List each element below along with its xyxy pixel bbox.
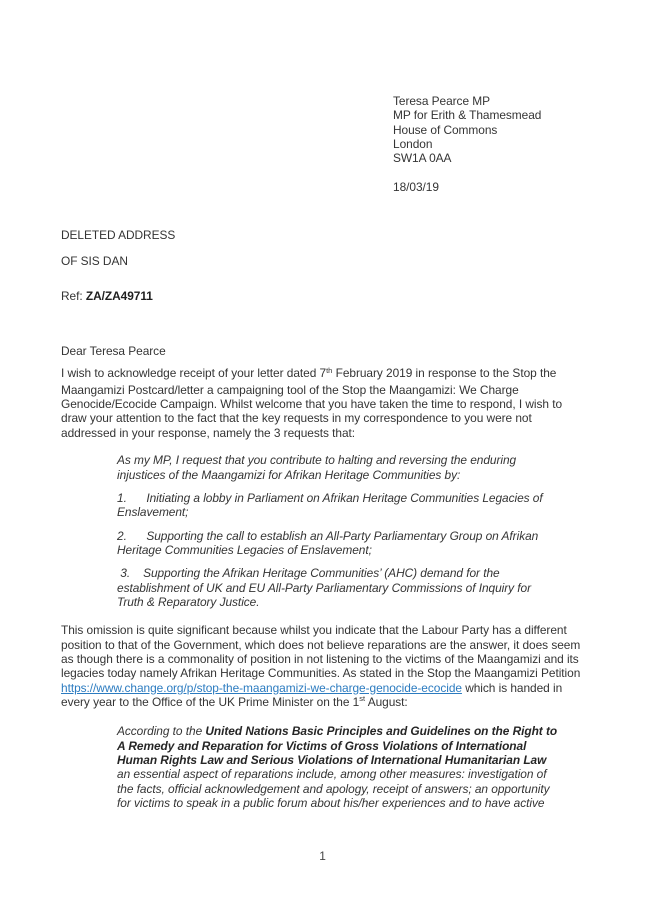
sender-role: MP for Erith & Thamesmead bbox=[393, 108, 542, 123]
sender-postcode: SW1A 0AA bbox=[393, 151, 452, 166]
page-number: 1 bbox=[319, 848, 326, 863]
sender-address-line: London bbox=[393, 137, 433, 152]
quote-request-item-3: 3. Supporting the Afrikan Heritage Communities’ (AHC) demand for the establishment of UK and EU All-Party Parliamentary Commissions of Inquiry for Truth & Reparatory Justice. bbox=[117, 566, 532, 609]
letter-date: 18/03/19 bbox=[393, 179, 439, 194]
ordinal-superscript-7th: th bbox=[326, 365, 333, 375]
paragraph-acknowledgement bbox=[61, 366, 588, 440]
sender-address-line: House of Commons bbox=[393, 122, 498, 137]
paragraph-omission-text-cont: which is handed in every year to the Office of the UK Prime Minister on the 1 bbox=[61, 680, 563, 709]
paragraph-acknowledgement-text-cont: February 2019 in response to the Stop the Maangamizi Postcard/letter a campaigning tool of the Stop the Maangamizi: We Charge Genocide/Ecocide Campaign. Whilst welcome that you have taken the time to respond, I wish to draw your attention to the fact that the key requests in my correspondence to you were not addressed in your response, namely the 3 requests that: bbox=[61, 366, 563, 440]
quote-request-item-2: 2. Supporting the call to establish an All-Party Parliamentary Group on Afrikan Heritage Communities Legacies of Enslavement; bbox=[117, 528, 539, 557]
quote-un-instrument-title: United Nations Basic Principles and Guidelines on the Right to A Remedy and Reparation for Victims of Gross Violations of International Human Rights Law and Serious Violations of International Humanitarian Law bbox=[117, 724, 558, 767]
change-org-petition-link[interactable]: https://www.change.org/p/stop-the-maangamizi-we-charge-genocide-ecocide bbox=[61, 680, 462, 695]
paragraph-omission-text: This omission is quite significant because whilst you indicate that the Labour Party has a different position to that of the Government, which does not believe reparations are the answer, it does seem as though there is a commonality of position in not listening to the victims of the Maangamizi and its legacies today namely Afrikan Heritage Communities. As stated in the Stop the Maangamizi Petition bbox=[61, 623, 581, 681]
quote-request-item-1: 1. Initiating a lobby in Parliament on Afrikan Heritage Communities Legacies of Enslavement; bbox=[117, 490, 543, 520]
recipient-line-2: OF SIS DAN bbox=[61, 254, 128, 269]
reference-line bbox=[61, 289, 588, 303]
paragraph-acknowledgement-text: I wish to acknowledge receipt of your letter dated 7 bbox=[61, 366, 327, 381]
reference-number: ZA/ZA49711 bbox=[85, 288, 153, 303]
quoted-requests-block bbox=[117, 453, 560, 609]
quote-request-intro: As my MP, I request that you contribute to halting and reversing the enduring injustices of the Maangamizi for Afrikan Heritage Communities by: bbox=[117, 453, 517, 482]
sender-address-block bbox=[393, 94, 588, 166]
quote-un-lead-text: According to the bbox=[117, 724, 206, 739]
recipient-line-1: DELETED ADDRESS bbox=[61, 228, 176, 243]
paragraph-omission bbox=[61, 623, 588, 711]
reference-label: Ref: bbox=[61, 288, 86, 303]
sender-name: Teresa Pearce MP bbox=[393, 94, 491, 108]
salutation: Dear Teresa Pearce bbox=[61, 344, 166, 359]
quote-un-body-text: an essential aspect of reparations include, among other measures: investigation of the facts, official acknowledgement and apology, receipt of answers; an opportunity for victims to speak in a public forum about his/her experiences and to have active bbox=[117, 767, 550, 811]
paragraph-omission-text-end: August: bbox=[365, 694, 408, 709]
ordinal-superscript-1st: st bbox=[359, 694, 366, 704]
quoted-un-principles-block bbox=[117, 724, 560, 810]
